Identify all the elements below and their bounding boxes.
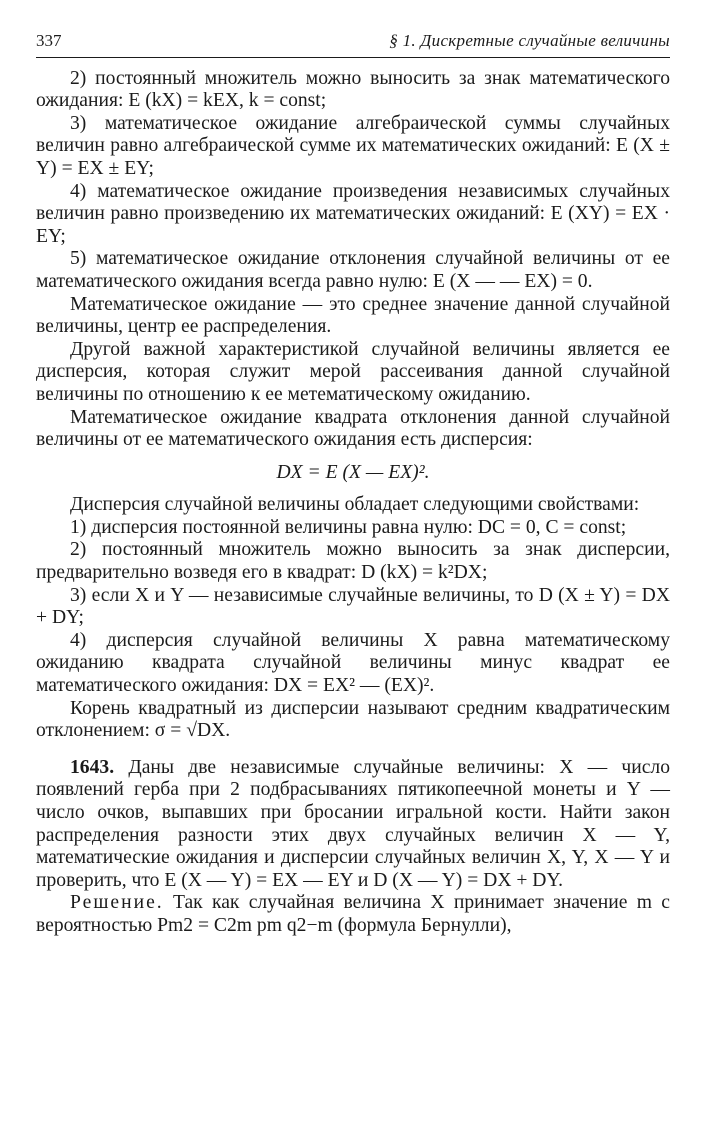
property-1-variance: 1) дисперсия постоянной величины равна нулю: DC = 0, C = const;	[70, 516, 627, 538]
property-3-expectation: 3) математическое ожидание алгебраической суммы случайных величин равно алгебраической сумме их математических ожиданий: E (X ± Y) = EX ± EY;	[36, 112, 670, 179]
problem-1643	[36, 757, 670, 893]
solution-paragraph	[36, 892, 670, 937]
property-3-variance: 3) если X и Y — независимые случайные величины, то D (X ± Y) = DX + DY;	[36, 584, 670, 629]
problem-text: Даны две независимые случайные величины: X — число появлений герба при 2 подбрасываниях пятикопеечной монеты и Y — число очков, выпавших при бросании игральной кости. Найти закон распределения разности этих двух случайных величин X — Y, математические ожидания и дисперсии случайных величин X, Y, X — Y и проверить, что E (X — Y) = EX — EY и D (X — Y) = DX + DY.	[36, 756, 670, 891]
property-4-variance: 4) дисперсия случайной величины X равна математическому ожиданию квадрата случайной величины минус квадрат ее математического ожидания: DX = EX² — (EX)².	[36, 629, 670, 697]
property-5-expectation: 5) математическое ожидание отклонения случайной величины от ее математического ожидания всегда равно нулю: E (X — — EX) = 0.	[36, 248, 670, 292]
page-number: 337	[36, 31, 62, 50]
variance-properties-intro: Дисперсия случайной величины обладает следующими свойствами:	[70, 494, 640, 516]
property-2-variance: 2) постоянный множитель можно выносить за знак дисперсии, предварительно возведя его в квадрат: D (kX) = k²DX;	[36, 539, 670, 584]
solution-label: Решение.	[70, 892, 164, 914]
running-header	[36, 30, 670, 58]
std-deviation-definition: Корень квадратный из дисперсии называют средним квадратическим отклонением: σ = √DX.	[36, 697, 670, 742]
variance-formula: DX = E (X — EX)².	[276, 461, 430, 483]
problem-number: 1643.	[70, 756, 115, 778]
variance-intro: Другой важной характеристикой случайной величины является ее дисперсия, которая служит мерой рассеивания данной случайной величины по отношению к ее метематическому ожиданию.	[36, 338, 670, 405]
solution-text: Так как случайная величина X принимает значение m с вероятностью Pm2 = C2m pm q2−m (формула Бернулли),	[36, 892, 670, 936]
spacer	[36, 743, 670, 757]
section-title: § 1. Дискретные случайные величины	[389, 31, 670, 50]
variance-definition: Математическое ожидание квадрата отклонения данной случайной величины от ее математического ожидания есть дисперсия:	[36, 406, 670, 451]
expectation-definition: Математическое ожидание — это среднее значение данной случайной величины, центр ее распределения.	[36, 293, 670, 338]
property-2-expectation: 2) постоянный множитель можно выносить за знак математического ожидания: E (kX) = kEX, k = const;	[36, 67, 670, 112]
property-4-expectation: 4) математическое ожидание произведения независимых случайных величин равно произведению их математических ожиданий: E (XY) = EX · EY;	[36, 180, 670, 247]
